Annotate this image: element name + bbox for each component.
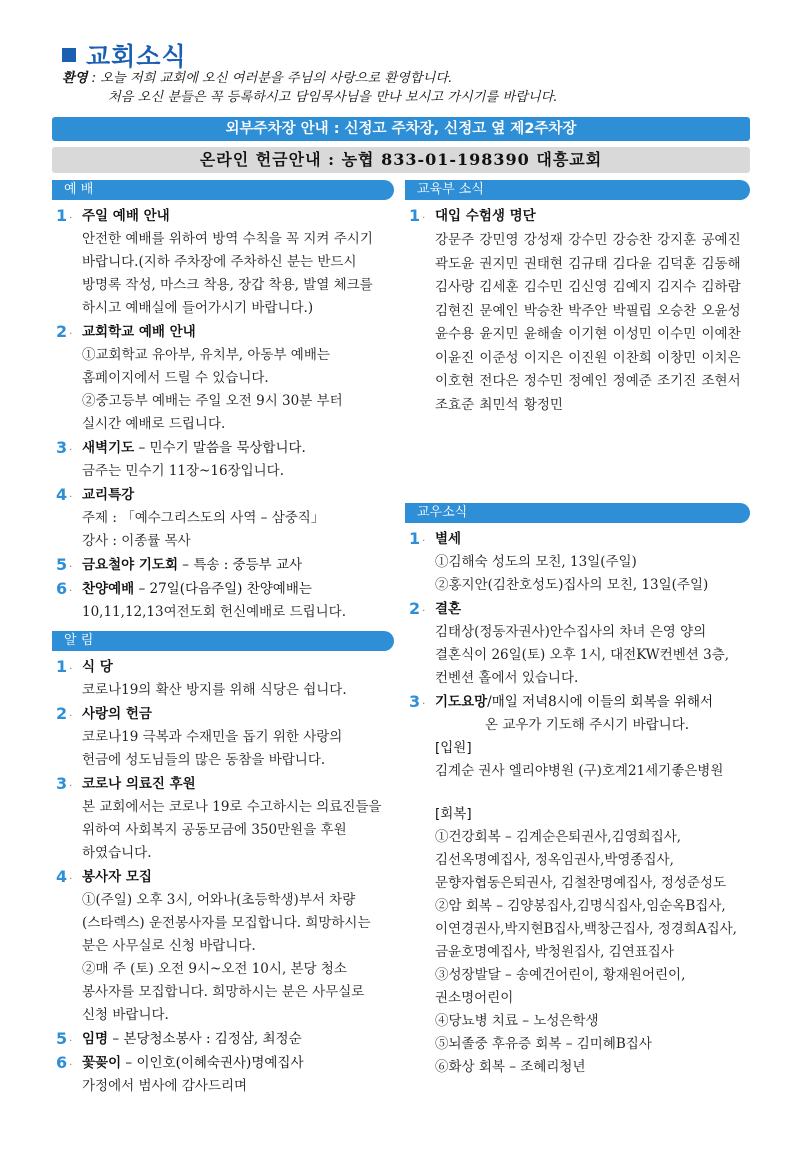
item-line: ①김해숙 성도의 모친, 13일(주일)	[435, 554, 637, 570]
item-number: 6 ·	[56, 1053, 73, 1072]
item-number: 3 ·	[56, 774, 73, 793]
item-title: 새벽기도 – 민수기 말씀을 묵상합니다.	[82, 440, 306, 456]
members-list	[405, 528, 750, 690]
recovery-line: 금윤호명예집사, 박청원집사, 김연표집사	[435, 944, 674, 960]
list-item	[52, 866, 394, 1027]
item-line: 강사 : 이종률 목사	[82, 533, 191, 549]
item-number: 3 ·	[409, 692, 426, 711]
recovery-line: ④당뇨병 치료 – 노성은학생	[435, 1013, 599, 1029]
welcome-line-2: 처음 오신 분들은 꼭 등록하시고 담임목사님을 만나 보시고 가시기를 바랍니다.	[108, 90, 558, 105]
item-line: 봉사자를 모집합니다. 희망하시는 분은 사무실로	[82, 984, 365, 1000]
item-number: 1 ·	[409, 529, 426, 548]
item-line: ①(주일) 오후 3시, 어와나(초등학생)부서 차량	[82, 892, 356, 908]
list-item	[405, 528, 750, 597]
list-item	[52, 578, 394, 624]
names-line: 김사랑 김세훈 김수민 김신영 김예지 김지수 김하람	[435, 279, 741, 295]
right-column	[405, 180, 750, 1080]
item-line: 주제 : 「예수그리스도의 사역 – 삼중직」	[82, 510, 325, 526]
list-item	[52, 656, 394, 702]
item-line: 본 교회에서는 코로나 19로 수고하시는 의료진들을	[82, 799, 382, 815]
item-line: 금주는 민수기 11장~16장입니다.	[82, 463, 284, 479]
recovery-line: 권소명어린이	[435, 990, 514, 1006]
list-item	[52, 321, 394, 436]
item-line: ①교회학교 유아부, 유치부, 아동부 예배는	[82, 347, 330, 363]
recovery-line: ⑥화상 회복 – 조혜리청년	[435, 1059, 586, 1075]
item-title: 교회학교 예배 안내	[82, 324, 196, 340]
notices-list	[52, 656, 394, 1098]
list-item	[52, 484, 394, 553]
item-number: 5 ·	[56, 555, 73, 574]
recovery-heading: [회복]	[435, 806, 472, 822]
item-line: (스타렉스) 운전봉사자를 모집합니다. 희망하시는	[82, 915, 371, 931]
recovery-line: ⑤뇌졸중 후유증 회복 – 김미혜B집사	[435, 1036, 652, 1052]
item-number: 1 ·	[56, 657, 73, 676]
item-line: 결혼식이 26일(토) 오후 1시, 대전KW컨벤션 3층,	[435, 647, 730, 663]
item-title: 임명 – 본당청소봉사 : 김정삼, 최정순	[82, 1031, 302, 1047]
names-line: 이호현 전다은 정수민 정예인 정예준 조기진 조현서	[435, 373, 741, 389]
prayer-item	[405, 691, 750, 1079]
list-item	[52, 554, 394, 577]
item-line: 위하여 사회복지 공동모금에 350만원을 후원	[82, 822, 347, 838]
item-number: 5 ·	[56, 1029, 73, 1048]
item-title: 결혼	[435, 601, 462, 617]
list-item	[52, 703, 394, 772]
item-line: 헌금에 성도님들의 많은 동참을 바랍니다.	[82, 752, 326, 768]
item-line: 코로나19 극복과 수재민을 돕기 위한 사랑의	[82, 729, 343, 745]
item-title: 대입 수험생 명단	[435, 208, 536, 224]
item-line: ②중고등부 예배는 주일 오전 9시 30분 부터	[82, 393, 343, 409]
worship-list	[52, 205, 394, 624]
item-line: 홈페이지에서 드릴 수 있습니다.	[82, 370, 269, 386]
names-line: 윤수용 윤지민 윤해솔 이기현 이성민 이수민 이예찬	[435, 326, 741, 342]
item-line: 분은 사무실로 신청 바랍니다.	[82, 938, 256, 954]
welcome-message	[62, 69, 558, 107]
welcome-label: 환영	[62, 71, 88, 86]
notices-section-header: 알 림	[52, 631, 394, 651]
names-line: 강문주 강민영 강성재 강수민 강승찬 강지훈 공예진	[435, 232, 741, 248]
item-title: 식 당	[82, 659, 113, 675]
item-title: 찬양예배 – 27일(다음주일) 찬양예배는	[82, 581, 312, 597]
item-title: 코로나 의료진 후원	[82, 776, 196, 792]
prayer-line-2: 온 교우가 기도해 주시기 바랍니다.	[485, 717, 690, 733]
item-line: 하였습니다.	[82, 845, 152, 861]
recovery-list	[435, 826, 750, 1079]
list-item	[52, 1028, 394, 1051]
item-title: 꽃꽂이 – 이인호(이혜숙권사)명예집사	[82, 1055, 304, 1071]
hospital-line: 김계순 권사 엘리야병원 (구)호계21세기좋은병원	[435, 763, 724, 779]
item-line: 실시간 예배로 드립니다.	[82, 416, 226, 432]
item-line: 신청 바랍니다.	[82, 1007, 169, 1023]
welcome-line-1: : 오늘 저희 교회에 오신 여러분을 주님의 사랑으로 환영합니다.	[87, 71, 453, 86]
recovery-line: ②암 회복 – 김양봉집사,김명식집사,임순옥B집사,	[435, 898, 726, 914]
exam-students-names	[405, 229, 750, 417]
item-line: 안전한 예배를 위하여 방역 수칙을 꼭 지켜 주시기	[82, 231, 373, 247]
education-section-header: 교육부 소식	[405, 180, 750, 200]
hospital-heading: [입원]	[435, 740, 472, 756]
item-title: 교리특강	[82, 487, 135, 503]
item-line: ②매 주 (토) 오전 9시~오전 10시, 본당 청소	[82, 961, 347, 977]
recovery-line: 문향자협동은퇴권사, 김철찬명예집사, 정성준성도	[435, 875, 727, 891]
recovery-line: 김선옥명예집사, 정옥임권사,박영종집사,	[435, 852, 674, 868]
page-title-row	[62, 38, 187, 72]
item-line: ②홍지안(김찬호성도)집사의 모친, 13일(주일)	[435, 577, 709, 593]
education-item	[405, 205, 750, 228]
item-title: 사랑의 헌금	[82, 706, 152, 722]
item-line: 10,11,12,13여전도회 헌신예배로 드립니다.	[82, 604, 346, 620]
offering-banner: 온라인 헌금안내 : 농협 833-01-198390 대흥교회	[52, 147, 750, 173]
item-line: 바랍니다.(지하 주차장에 주차하신 분는 반드시	[82, 254, 357, 270]
parking-banner: 외부주차장 안내 : 신정고 주차장, 신정고 옆 제2주차장	[52, 117, 750, 141]
item-number: 3 ·	[56, 438, 73, 457]
list-item	[52, 437, 394, 483]
names-line: 조효준 최민석 황정민	[435, 396, 563, 413]
item-line: 코로나19의 확산 방지를 위해 식당은 쉽니다.	[82, 682, 347, 698]
item-title: 별세	[435, 531, 462, 547]
item-number: 6 ·	[56, 579, 73, 598]
names-line: 곽도윤 권지민 권태현 김규태 김다윤 김덕훈 김동해	[435, 255, 741, 272]
item-number: 4 ·	[56, 867, 73, 886]
names-line: 이윤진 이준성 이지은 이진원 이찬희 이창민 이치은	[435, 349, 741, 366]
page-title: 교회소식	[86, 42, 187, 71]
names-line: 김현진 문예인 박승찬 박주안 박필립 오승찬 오윤성	[435, 302, 741, 319]
item-title: 주일 예배 안내	[82, 208, 170, 224]
list-item	[52, 205, 394, 320]
list-item	[405, 598, 750, 690]
item-number: 2 ·	[409, 599, 426, 618]
item-title: 기도요망/매일 저녁8시에 이들의 회복을 위해서	[435, 694, 714, 710]
item-line: 김태상(정동자권사)안수집사의 차녀 은영 양의	[435, 624, 707, 640]
item-number: 1 ·	[56, 206, 73, 225]
item-title: 금요철야 기도회 – 특송 : 중등부 교사	[82, 557, 303, 573]
list-item	[52, 773, 394, 865]
item-number: 2 ·	[56, 322, 73, 341]
item-line: 방명록 작성, 마스크 착용, 장갑 착용, 발열 체크를	[82, 277, 373, 293]
left-column	[52, 180, 394, 1099]
item-number: 2 ·	[56, 704, 73, 723]
square-bullet-icon	[62, 48, 76, 62]
list-item	[52, 1052, 394, 1098]
worship-section-header: 예 배	[52, 180, 394, 200]
item-number: 4 ·	[56, 485, 73, 504]
item-title: 봉사자 모집	[82, 869, 152, 885]
recovery-line: 이연경권사,박지현B집사,백창근집사, 정경희A집사,	[435, 921, 737, 937]
members-section-header: 교우소식	[405, 503, 750, 523]
recovery-line: ③성장발달 – 송예건어린이, 황재원어린이,	[435, 967, 686, 983]
item-line: 컨벤션 홀에서 있습니다.	[435, 670, 579, 686]
item-line: 하시고 예배실에 들어가시기 바랍니다.)	[82, 300, 314, 316]
recovery-line: ①건강회복 – 김계순은퇴권사,김영희집사,	[435, 829, 682, 845]
item-line: 가정에서 범사에 감사드리며	[82, 1078, 248, 1094]
item-number: 1 ·	[409, 206, 426, 225]
